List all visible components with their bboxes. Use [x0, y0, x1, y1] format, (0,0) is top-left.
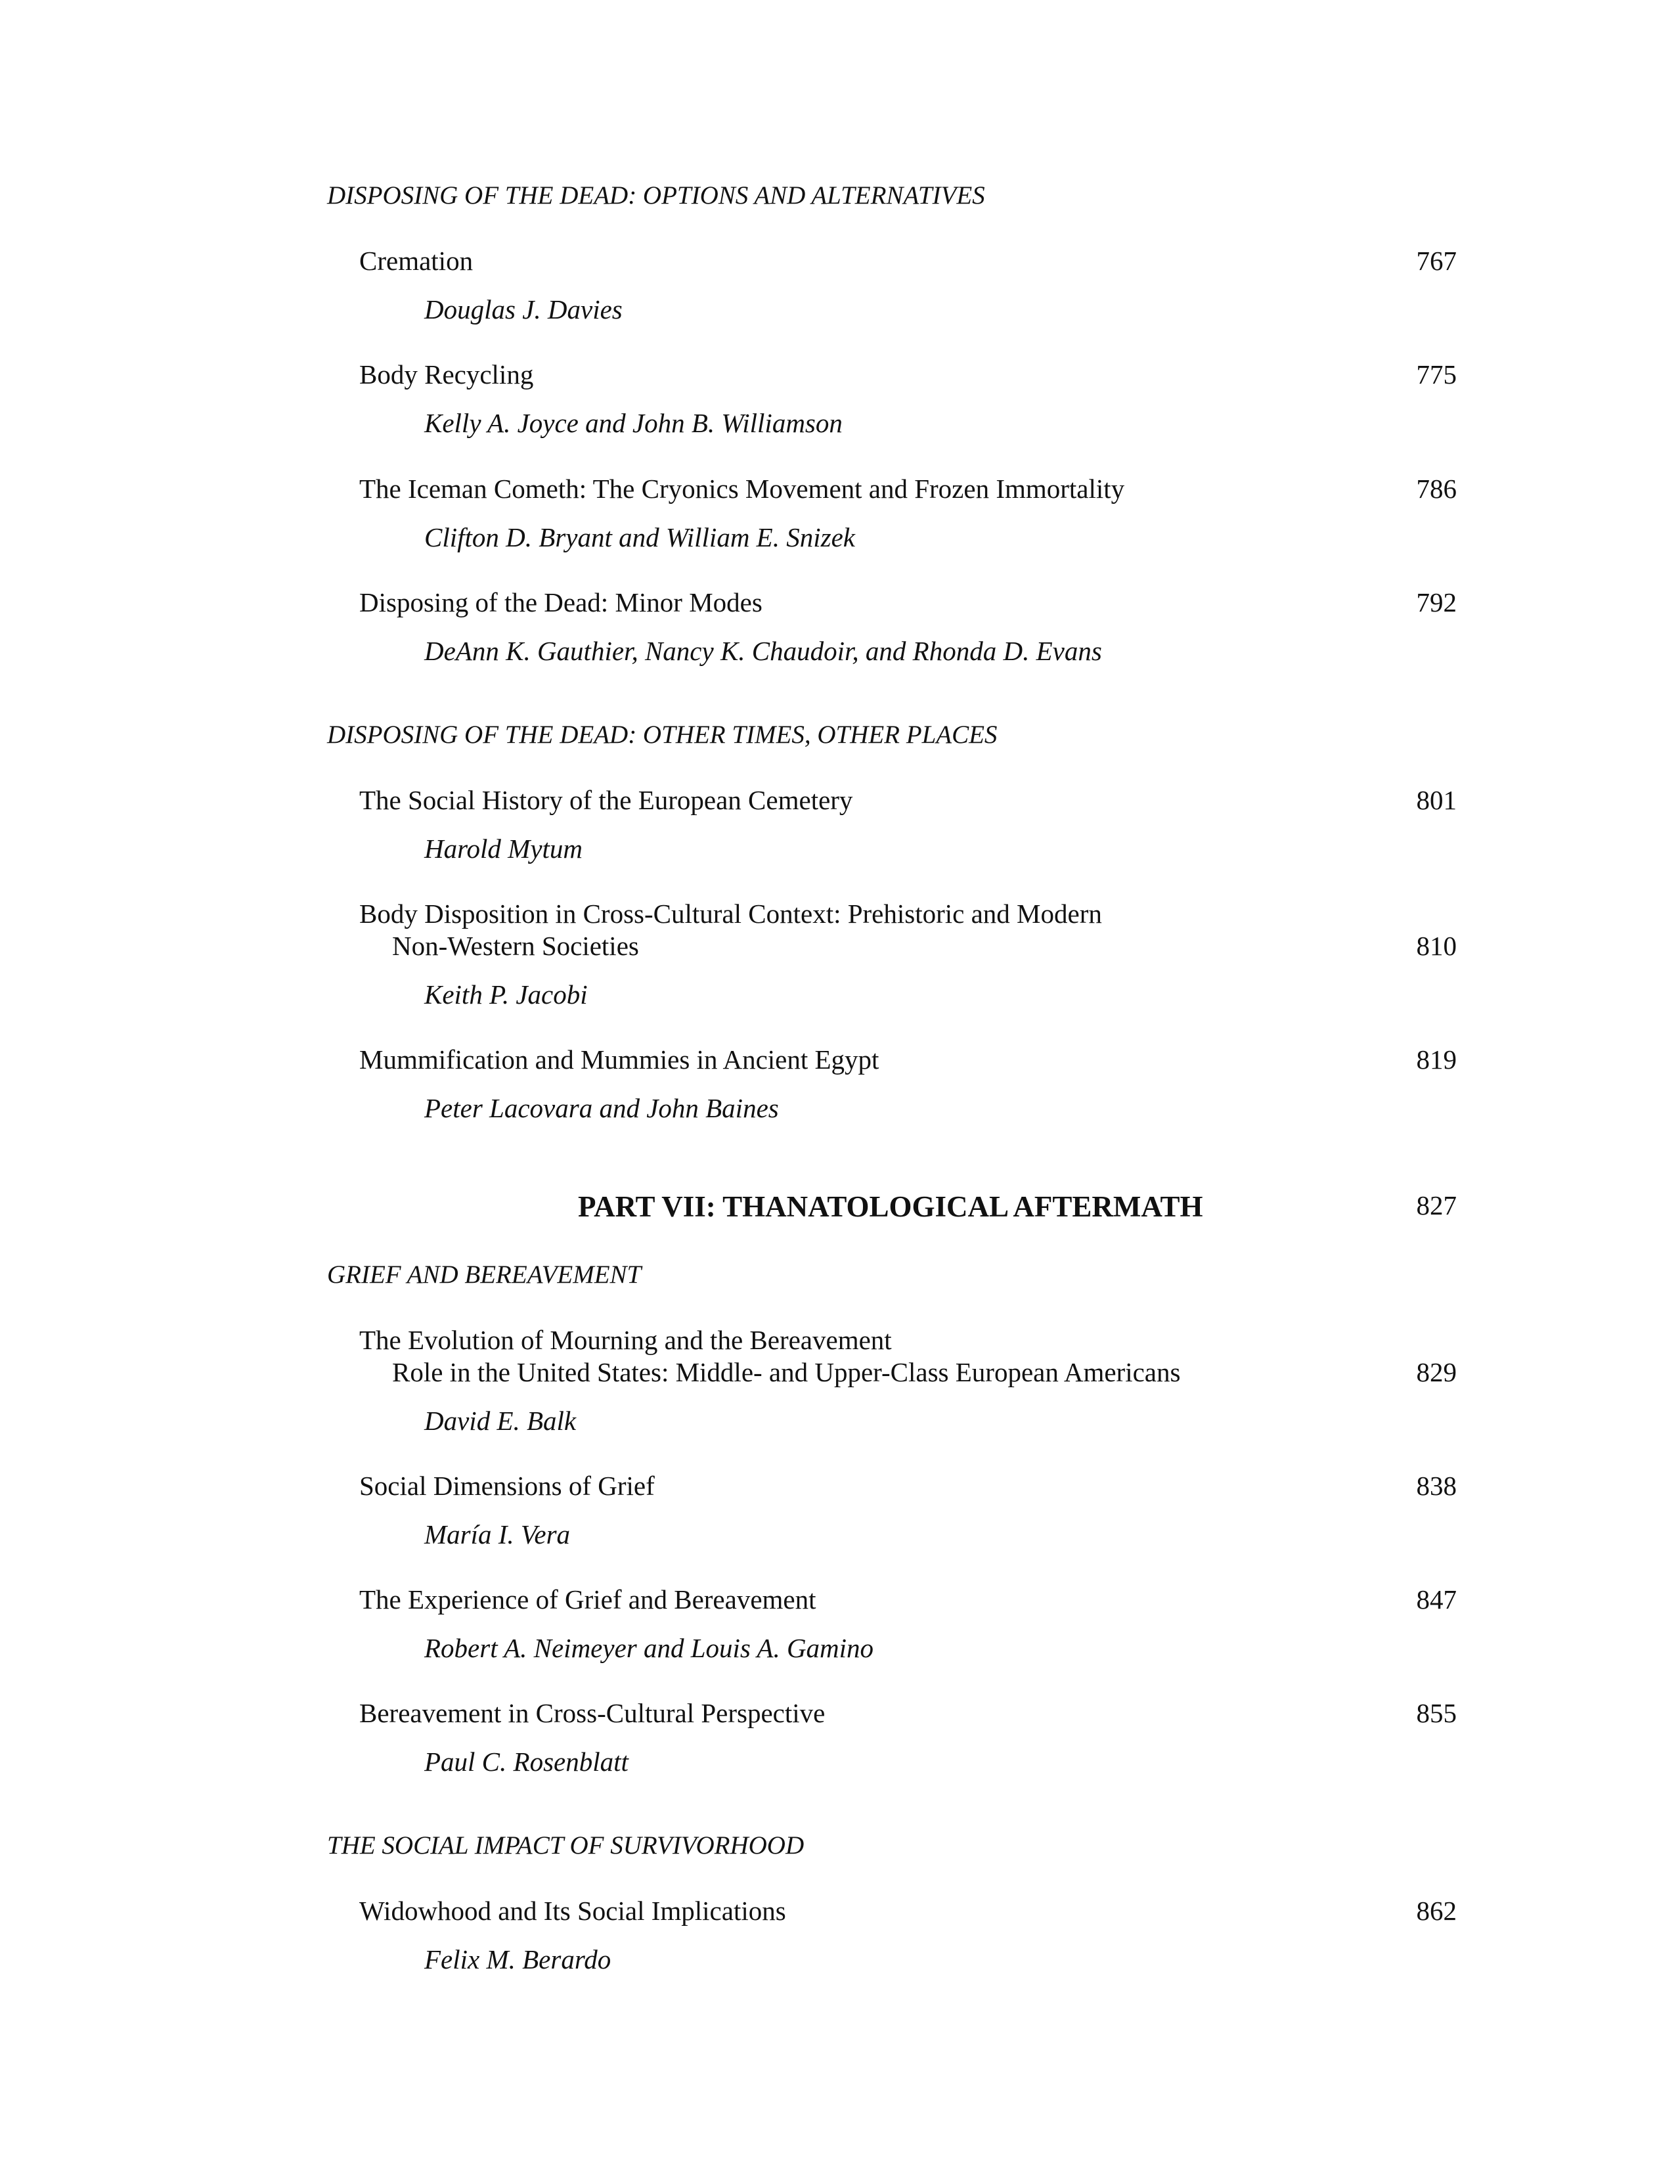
part-page[interactable]: 827	[1416, 1190, 1457, 1220]
section-heading: DISPOSING OF THE DEAD: OPTIONS AND ALTERNATIVES	[327, 181, 985, 210]
section-heading: DISPOSING OF THE DEAD: OTHER TIMES, OTHER PLACES	[327, 721, 998, 749]
toc-entry-title[interactable]: Bereavement in Cross-Cultural Perspective	[359, 1698, 826, 1728]
toc-entry-author: Harold Mytum	[424, 834, 583, 864]
toc-entry-page[interactable]: 829	[1416, 1357, 1457, 1387]
toc-entry-title-continued[interactable]: Role in the United States: Middle- and Upper-Class European Americans	[392, 1357, 1181, 1387]
toc-entry-title[interactable]: Mummification and Mummies in Ancient Egypt	[359, 1044, 879, 1075]
toc-entry-page[interactable]: 847	[1416, 1584, 1457, 1615]
toc-entry-author: Kelly A. Joyce and John B. Williamson	[424, 408, 843, 438]
toc-entry-title[interactable]: The Evolution of Mourning and the Bereavement	[359, 1325, 892, 1355]
section-heading: THE SOCIAL IMPACT OF SURVIVORHOOD	[327, 1831, 805, 1860]
toc-entry-page[interactable]: 786	[1416, 474, 1457, 504]
toc-entry-page[interactable]: 801	[1416, 785, 1457, 815]
toc-entry-author: David E. Balk	[424, 1406, 577, 1436]
toc-entry-title[interactable]: Body Recycling	[359, 359, 534, 390]
toc-entry-page[interactable]: 767	[1416, 246, 1457, 276]
toc-entry-author: Peter Lacovara and John Baines	[424, 1093, 779, 1123]
toc-entry-title[interactable]: Social Dimensions of Grief	[359, 1471, 655, 1501]
toc-entry-author: Felix M. Berardo	[424, 1944, 611, 1974]
toc-entry-title[interactable]: Body Disposition in Cross-Cultural Context: Prehistoric and Modern	[359, 899, 1102, 929]
toc-entry-author: Clifton D. Bryant and William E. Snizek	[424, 522, 855, 552]
toc-entry-page[interactable]: 792	[1416, 587, 1457, 617]
toc-entry-title[interactable]: Widowhood and Its Social Implications	[359, 1896, 786, 1926]
toc-entry-title[interactable]: Disposing of the Dead: Minor Modes	[359, 587, 763, 617]
part-title[interactable]: PART VII: THANATOLOGICAL AFTERMATH	[578, 1190, 1203, 1223]
toc-entry-author: Douglas J. Davies	[424, 294, 623, 324]
toc-entry-page[interactable]: 862	[1416, 1896, 1457, 1926]
toc-entry-page[interactable]: 819	[1416, 1044, 1457, 1075]
toc-entry-title[interactable]: The Social History of the European Cemetery	[359, 785, 853, 815]
toc-entry-author: María I. Vera	[424, 1519, 571, 1549]
toc-entry-page[interactable]: 838	[1416, 1471, 1457, 1501]
toc-entry-title[interactable]: Cremation	[359, 246, 474, 276]
toc-entry-title-continued[interactable]: Non-Western Societies	[392, 931, 639, 961]
toc-entry-title[interactable]: The Iceman Cometh: The Cryonics Movement and Frozen Immortality	[359, 474, 1125, 504]
toc-entry-page[interactable]: 775	[1416, 359, 1457, 390]
toc-entry-page[interactable]: 855	[1416, 1698, 1457, 1728]
toc-entry-title[interactable]: The Experience of Grief and Bereavement	[359, 1584, 816, 1615]
section-heading: GRIEF AND BEREAVEMENT	[327, 1260, 642, 1289]
toc-entry-author: DeAnn K. Gauthier, Nancy K. Chaudoir, and Rhonda D. Evans	[424, 636, 1102, 666]
toc-entry-author: Paul C. Rosenblatt	[424, 1747, 629, 1777]
toc-entry-author: Robert A. Neimeyer and Louis A. Gamino	[424, 1633, 874, 1663]
toc-entry-author: Keith P. Jacobi	[424, 979, 588, 1010]
toc-entry-page[interactable]: 810	[1416, 931, 1457, 961]
